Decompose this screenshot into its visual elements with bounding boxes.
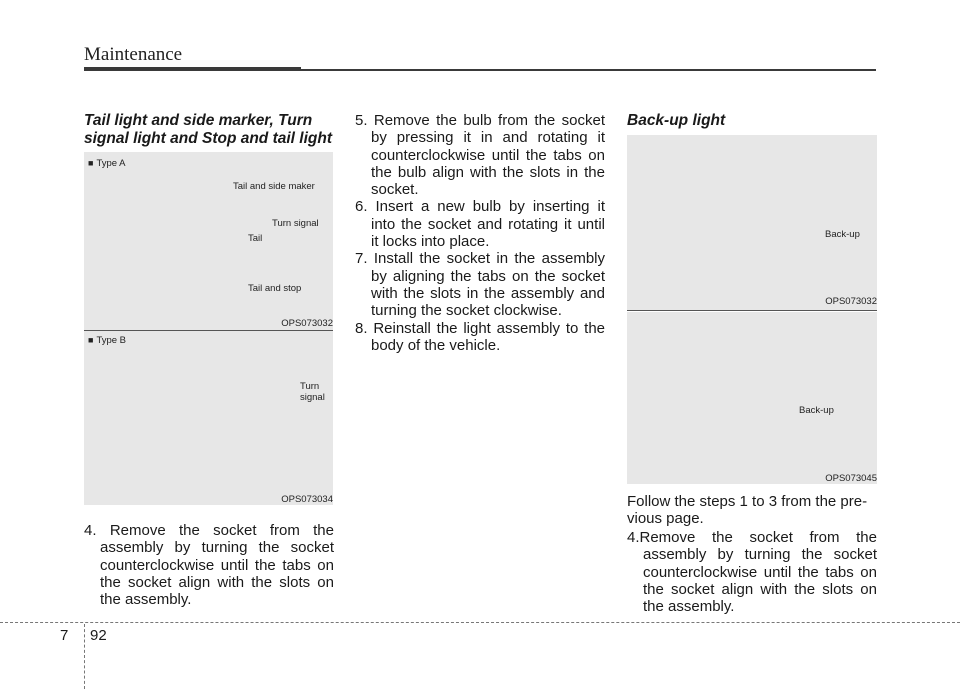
figure-code-backup-top: OPS073032 xyxy=(825,296,877,307)
section-heading-tail-light: Tail light and side marker, Turn signal light and Stop and tail light xyxy=(84,112,332,147)
step-7: 7. Install the socket in the assembly by aligning the tabs on the socket with the slots in the assembly and turning the socket clockwise. xyxy=(355,250,605,320)
callout-backup-bottom: Back-up xyxy=(799,405,834,416)
footer-dashed-rule xyxy=(0,622,960,623)
figure-tail-light xyxy=(84,152,333,505)
right-steps xyxy=(627,529,877,615)
figure-divider xyxy=(84,330,333,331)
chapter-number: 7 xyxy=(60,627,69,644)
figure-type-b-label xyxy=(88,335,126,346)
callout-turn: Turn xyxy=(300,381,320,392)
step-4-left: 4. Remove the socket from the assembly by turning the socket counterclockwise until the tabs on the socket align with the slots on the assembly. xyxy=(84,522,334,609)
backup-intro: Follow the steps 1 to 3 from the pre-vious page. xyxy=(627,493,868,528)
footer-dashed-vertical xyxy=(84,624,85,689)
section-heading-backup-light: Back-up light xyxy=(627,112,726,129)
callout-signal: signal xyxy=(300,392,325,403)
figure-code-type-b: OPS073034 xyxy=(281,494,333,505)
left-steps xyxy=(84,522,334,608)
callout-backup-top: Back-up xyxy=(825,229,860,240)
figure-backup-top xyxy=(627,135,877,310)
middle-steps xyxy=(355,112,605,354)
figure-backup-bottom xyxy=(627,312,877,484)
figure-code-type-a: OPS073032 xyxy=(281,318,333,329)
header-rule-thin xyxy=(301,69,876,71)
page-number: 92 xyxy=(90,627,107,644)
step-6: 6. Insert a new bulb by inserting it into the socket and rotating it until it locks into place. xyxy=(355,198,605,251)
figure-code-backup-bottom: OPS073045 xyxy=(825,473,877,484)
header-rule-thick xyxy=(84,67,301,71)
callout-tail-side-maker: Tail and side maker xyxy=(233,181,315,192)
callout-tail-and-stop: Tail and stop xyxy=(248,283,302,294)
figure-divider-right xyxy=(627,310,877,311)
type-a-text: Type A xyxy=(96,158,126,169)
square-bullet-icon: ■ xyxy=(88,158,94,168)
square-bullet-icon: ■ xyxy=(88,335,94,345)
page-header-title: Maintenance xyxy=(84,44,183,65)
figure-type-a-label xyxy=(88,158,126,169)
step-5: 5. Remove the bulb from the socket by pressing it in and rotating it counterclockwise until the tabs on the bulb align with the slots in the socket. xyxy=(355,112,605,199)
callout-tail: Tail xyxy=(248,233,263,244)
type-b-text: Type B xyxy=(96,335,127,346)
step-8: 8. Reinstall the light assembly to the body of the vehicle. xyxy=(355,319,605,354)
step-4-right: 4.Remove the socket from the assembly by turning the socket counterclockwise until the tabs on the socket align with the slots on the assembly. xyxy=(627,529,877,616)
callout-turn-signal: Turn signal xyxy=(272,218,319,229)
